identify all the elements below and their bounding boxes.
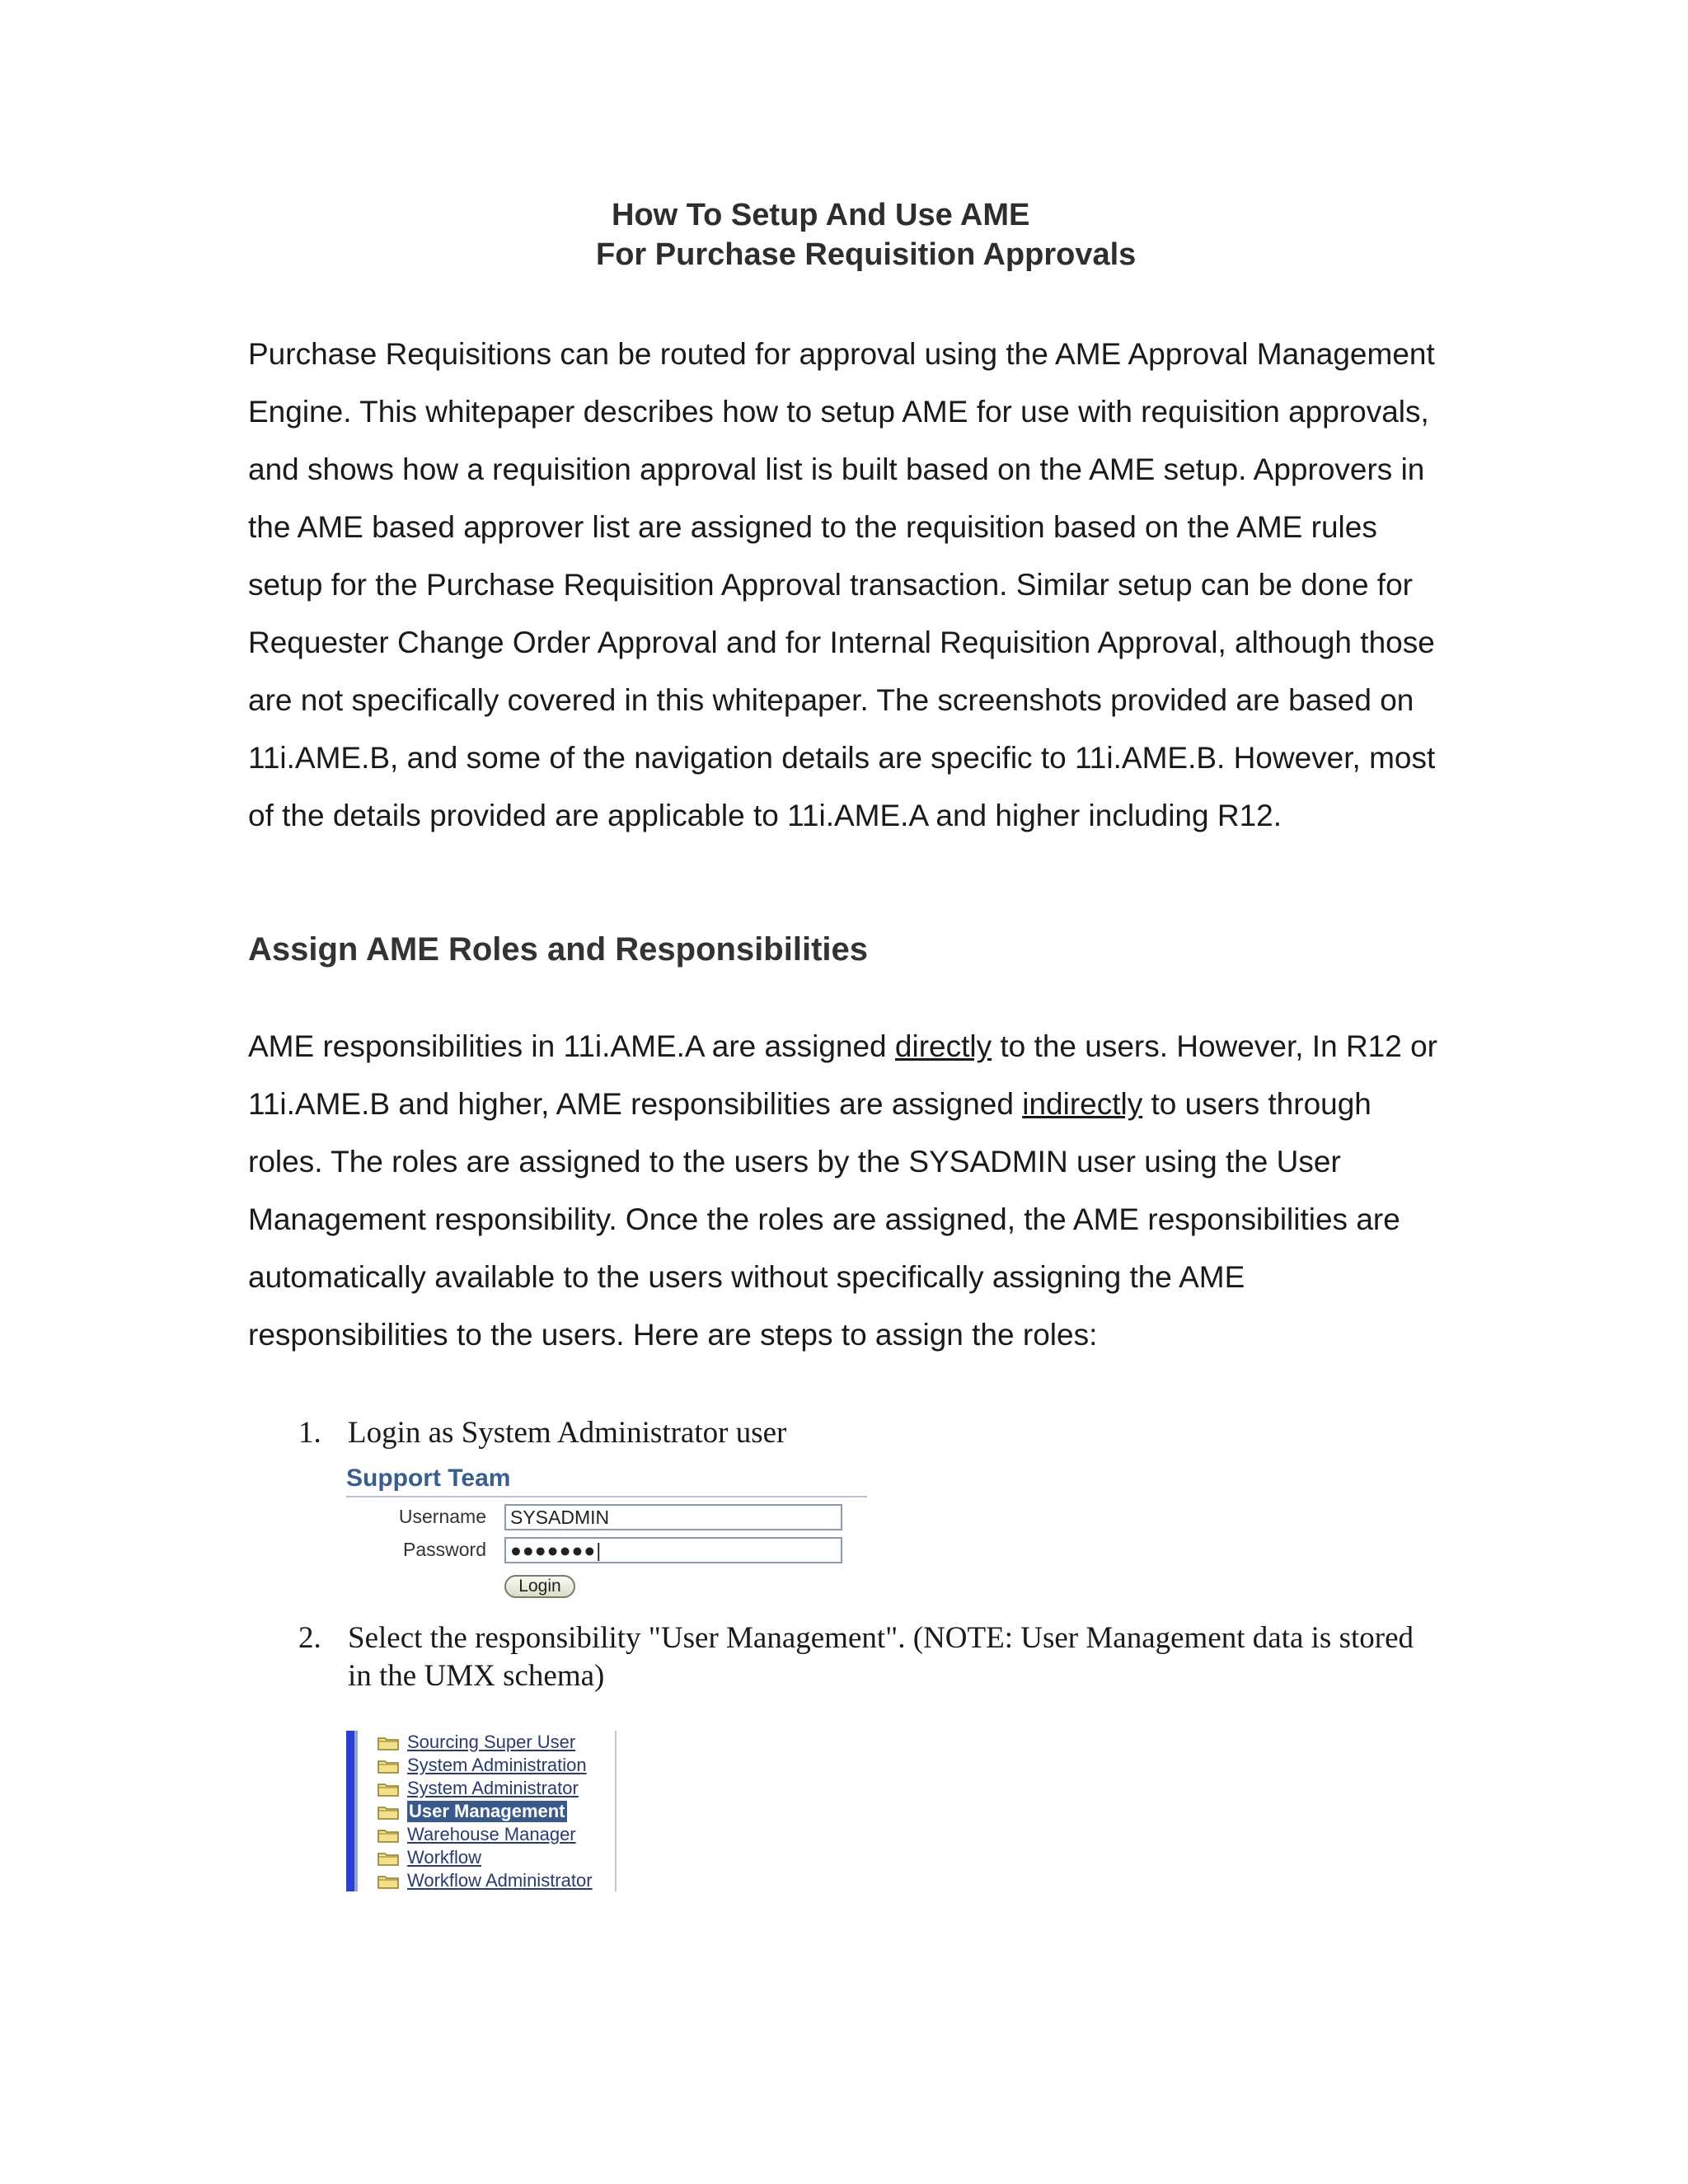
section-heading: Assign AME Roles and Responsibilities: [248, 931, 868, 968]
intro-paragraph: Purchase Requisitions can be routed for approval using the AME Approval Management Engine. This whitepaper describes how to setup AME for use with requisition approvals, and shows how a requisition approval list is built based on the AME setup. Approvers in the AME based approver list are assigned to the requisition based on the AME rules setup for the Purchase Requisition Approval transaction. Similar setup can be done for Requester Change Order Approval and for Internal Requisition Approval, although those are not specifically covered in this whitepaper. The screenshots provided are based on 11i.AME.B, and some of the navigation details are specific to 11i.AME.B. However, most of the details provided are applicable to 11i.AME.A and higher including R12.: [248, 337, 1436, 832]
document-title-line-2: For Purchase Requisition Approvals: [596, 237, 1137, 272]
username-label: Username: [398, 1506, 486, 1527]
roles-paragraph: [248, 1018, 1443, 1364]
folder-icon: [377, 1736, 399, 1750]
responsibility-link[interactable]: Workflow: [407, 1847, 482, 1868]
login-screenshot: [346, 1465, 867, 1607]
underlined-directly: directly: [894, 1029, 992, 1063]
login-button[interactable]: Login: [504, 1575, 575, 1598]
document-title-line-1: How To Setup And Use AME: [612, 198, 1030, 232]
step-1: [298, 1414, 1452, 1455]
roles-text-part-1: AME responsibilities in 11i.AME.A are assigned: [248, 1029, 895, 1063]
underlined-indirectly: indirectly: [1022, 1087, 1143, 1121]
password-label: Password: [403, 1539, 486, 1560]
navigator-edge-shade: [354, 1731, 358, 1891]
step-number: 2.: [298, 1621, 321, 1655]
step-2: [298, 1619, 1452, 1702]
responsibility-link[interactable]: Sourcing Super User: [407, 1732, 576, 1752]
roles-text-part-3: to users through roles. The roles are assigned to the users by the SYSADMIN user using the User Management responsibility. Once the roles are assigned, the AME responsibilities are automatically available to the users without specifically assigning the AME responsibilities to the users. Here are steps to assign the roles:: [248, 1087, 1400, 1352]
folder-icon: [377, 1759, 399, 1774]
responsibility-list-screenshot: [346, 1731, 618, 1891]
password-field[interactable]: ●●●●●●●|: [504, 1537, 842, 1563]
roles-text-part-2: to the users. However, In R12 or 11i.AME.B and higher, AME responsibilities are assigned: [248, 1029, 1437, 1121]
responsibility-link[interactable]: User Management: [409, 1801, 565, 1821]
cut-off-heading: Support Team: [346, 1465, 511, 1492]
navigator-edge: [346, 1731, 354, 1891]
folder-icon: [377, 1782, 399, 1797]
step-number: 1.: [298, 1416, 321, 1450]
responsibility-link[interactable]: Workflow Administrator: [407, 1870, 593, 1891]
step-text: Select the responsibility "User Management". (NOTE: User Management data is stored in the UMX schema): [348, 1621, 1414, 1693]
folder-icon: [377, 1874, 399, 1889]
folder-icon: [377, 1828, 399, 1843]
step-text: Login as System Administrator user: [348, 1416, 787, 1450]
divider: [346, 1496, 867, 1497]
folder-icon: [377, 1851, 399, 1866]
frame-border: [615, 1731, 617, 1891]
username-field[interactable]: SYSADMIN: [504, 1504, 842, 1530]
folder-icon: [377, 1805, 399, 1820]
responsibility-link[interactable]: System Administration: [407, 1755, 587, 1775]
responsibility-link[interactable]: System Administrator: [407, 1778, 579, 1798]
responsibility-link[interactable]: Warehouse Manager: [407, 1824, 576, 1844]
